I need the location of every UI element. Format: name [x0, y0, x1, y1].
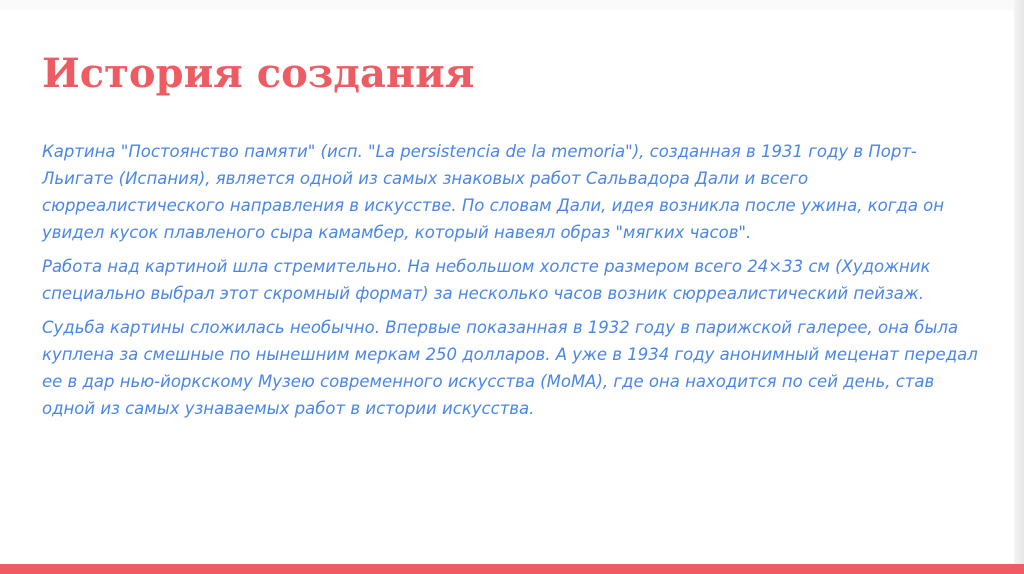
paragraph-history: Картина "Постоянство памяти" (исп. "La persistencia de la memoria"), созданная в 1931 году в Порт-Льигате (Испания), является одной из самых знаковых работ Сальвадора Дали и всего сюрреалистического направления в искусстве. По словам Дали, идея возникла после ужина, когда он увидел кусок плавленого сыра камамбер, который навеял образ "мягких часов". [42, 142, 945, 242]
slide-body [42, 138, 982, 429]
slide-right-shadow [1014, 0, 1024, 564]
slide-title: История создания [42, 50, 475, 97]
paragraph-work: Работа над картиной шла стремительно. На небольшом холсте размером всего 24×33 см (Художник специально выбрал этот скромный формат) за несколько часов возник сюрреалистический пейзаж. [42, 257, 931, 303]
bottom-accent-bar [0, 564, 1024, 574]
slide-top-edge [0, 0, 1024, 10]
paragraph-fate: Судьба картины сложилась необычно. Впервые показанная в 1932 году в парижской галерее, она была куплена за смешные по нынешним меркам 250 долларов. А уже в 1934 году анонимный меценат передал ее в дар нью-йоркскому Музею современного искусства (MoMA), где она находится по сей день, став одной из самых узнаваемых работ в истории искусства. [42, 318, 978, 418]
